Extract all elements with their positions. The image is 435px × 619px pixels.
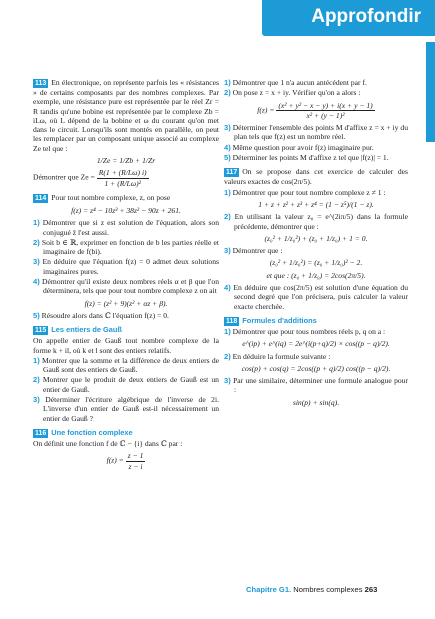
list-item: 3) Déterminer l'écriture algébrique de l'inverse de 2i. L'inverse d'un entier de Gauß est-il nécessairement un entier de Gauß ? (33, 395, 219, 423)
list-item: 1) Démontrer que pour tout nombre complexe z ≠ 1 : (224, 187, 386, 197)
page-footer (246, 585, 377, 594)
exercise-115 (33, 325, 219, 335)
equation: f(z) = $\frac{z - 1}{z - i}$ (106, 451, 144, 471)
list-item: 2) Soit b ∈ ℝ, exprimer en fonction de b les parties réelle et imaginaire de f(bi). (33, 237, 219, 257)
fraction: $\frac{z - 1}{z - i}$ (127, 451, 144, 471)
chapter-subject: Nombres complexes (293, 585, 363, 594)
equation: f(z) = $\frac{\text{(x² + y² − x − y) + i(x + y − 1)}}{\text{x² + (y − 1)²}}$ (257, 100, 373, 120)
fraction: $\frac{\text{(x² + y² − x − y) + i(x + y − 1)}}{\text{x² + (y − 1)²}}$ (278, 100, 373, 120)
list-item: 5) Résoudre alors dans ℂ l'équation f(z) = 0. (33, 310, 169, 320)
header-banner (262, 0, 435, 36)
equation: (z₀² + 1/z₀²) + (z₀ + 1/z₀) + 1 = 0. (264, 233, 368, 243)
exercise-number: 116 (35, 429, 47, 437)
list-item: 4) Même question pour avoir f(z) imaginaire pur. (224, 142, 374, 152)
exercise-number: 117 (226, 169, 238, 177)
side-tab (426, 42, 435, 142)
list-item: 2) Montrer que le produit de deux entiers de Gauß est un entier de Gauß. (33, 375, 219, 394)
equation: f(z) = z⁴ − 10z³ + 38z² − 90z + 261. (71, 205, 181, 215)
list-item: 2) En utilisant la valeur z₀ = e^(2iπ/5) dans la formule précédente, démontrer que : (224, 212, 408, 231)
page-number: 263 (364, 585, 378, 594)
section-title: Les entiers de Gauß (51, 325, 122, 335)
exercise-114: 114 Pour tout nombre complexe, z, on pose (35, 192, 171, 202)
section-title: Une fonction complexe (51, 427, 133, 437)
list-item: 4) En déduire que cos(2π/5) est solution d'une équation du second degré que l'on précisera, puis calculer la valeur exacte cherchée. (224, 283, 408, 311)
page-title: Approfondir (311, 6, 421, 27)
equation: e^(ip) + e^(iq) = 2e^(i(p+q)/2) × cos((p − q)/2). (242, 339, 390, 349)
statement: Démontrer que Ze = $\frac{R(1 + (R/L\omega) i)}{\text{1 + (R/Lω)²}}$ (33, 168, 147, 188)
section-title: Formules d'additions (242, 315, 317, 325)
list-item: 5) Déterminer les points M d'affixe z tel que |f(z)| = 1. (224, 153, 389, 163)
equation: et que : (z₀ + 1/z₀) = 2cos(2π/5). (266, 270, 366, 280)
equation: sin(p) + sin(q). (292, 397, 340, 407)
exercise-number: 118 (226, 317, 238, 325)
exercise-117: 117 On se propose dans cet exercice de calculer des valeurs exactes de cos(2π/5). (224, 167, 408, 187)
list-item: 3) Démontrer que : (224, 246, 283, 256)
paragraph: On appelle entier de Gauß tout nombre complexe de la forme k + il, où k et l sont des entiers relatifs. (33, 336, 219, 355)
exercise-113: 113 En électronique, on représente parfois les « résistances » de certains composants par des nombres complexes. Par exemple, une résistance pure est représentée par le réel Zr = R tandis qu'une bobine est représentée par le complexe Zb = iLω, où L dépend de la bobine et ω du courant qu'on met dans le circuit. Lorsqu'ils sont montés en parallèle, on peut les remplacer par un composant unique associé au complexe Ze tel que : (33, 78, 219, 153)
equation: cos(p) + cos(q) = 2cos((p + q)/2) cos((p − q)/2). (241, 363, 391, 373)
equation: f(z) = (z² + 9)(z² + αz + β). (84, 298, 168, 308)
left-column (33, 78, 219, 474)
right-column (224, 78, 408, 410)
list-item: 3) Déterminer l'ensemble des points M d'affixe z = x + iy du plan tels que f(z) est un nombre réel. (224, 123, 408, 142)
list-item: 1) Démontrer que si z est solution de l'équation, alors son conjugué z̄ l'est aussi. (33, 218, 219, 237)
list-item: 1) Montrer que la somme et la différence de deux entiers de Gauß sont des entiers de Gauß. (33, 355, 219, 375)
list-item: 3) Par une similaire, déterminer une formule analogue pour : (224, 376, 408, 395)
exercise-118 (224, 316, 408, 326)
chapter-label: Chapitre G1. (246, 585, 292, 594)
list-item: 2) On pose z = x + iy. Vérifier qu'on a alors : (224, 88, 361, 98)
list-item: 3) En déduire que l'équation f(z) = 0 admet deux solutions imaginaires pures. (33, 257, 219, 276)
list-item: 4) Démontrer qu'il existe deux nombres réels α et β que l'on déterminera, tels que pour tout nombre complexe z on ait (33, 277, 219, 296)
equation: 1 + z + z² + z³ + z⁴ = (1 − z⁵)/(1 − z). (258, 199, 374, 209)
list-item: 1) Démontrer que pour tous nombres réels p, q on a : (224, 326, 386, 336)
exercise-number: 113 (35, 80, 47, 87)
paragraph: On définit une fonction f de ℂ − {i} dans ℂ par : (33, 438, 183, 448)
equation: (z₀² + 1/z₀²) = (z₀ + 1/z₀)² − 2. (269, 258, 363, 268)
fraction: $\frac{R(1 + (R/L\omega) i)}{\text{1 + (R/Lω)²}}$ (98, 168, 147, 188)
exercise-number: 114 (35, 194, 47, 202)
exercise-116 (33, 428, 219, 438)
exercise-number: 115 (35, 327, 47, 335)
list-item: 1) Démontrer que 1 n'a aucun antécédent par f. (224, 78, 367, 87)
list-item: 2) En déduire la formule suivante : (224, 351, 331, 361)
equation: 1/Ze = 1/Zb + 1/Zr (96, 156, 156, 166)
